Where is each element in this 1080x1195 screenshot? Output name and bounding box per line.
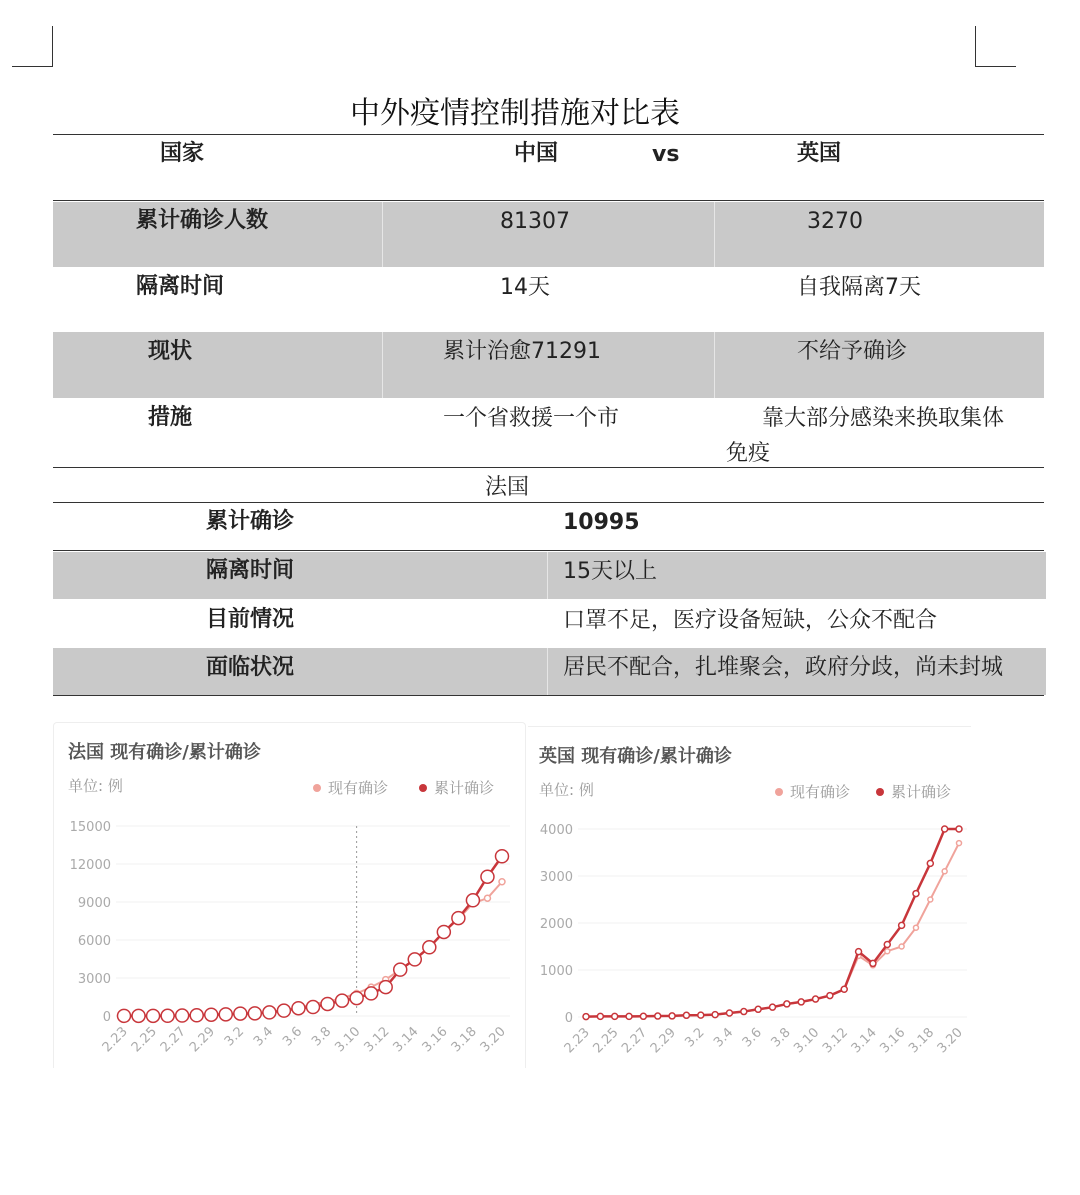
header-country-label: 国家 [160,141,205,166]
x-tick-label: 3.12 [361,1024,393,1056]
x-tick-label: 3.6 [739,1025,765,1051]
row-value: 15天以上 [563,559,657,584]
data-point [927,860,933,866]
uk-chart-card [528,726,971,1068]
x-tick-label: 3.20 [477,1024,509,1056]
row-label: 措施 [148,405,193,430]
france-chart-card [53,722,526,1068]
data-point [913,925,918,930]
data-point [942,826,948,832]
data-point [856,949,862,955]
table-rule [53,502,1044,503]
table-rule [53,467,1044,468]
column-divider [714,332,715,398]
x-tick-label: 2.25 [128,1024,160,1056]
table-rule [53,134,1044,135]
chart-unit-label: 单位: 例 [68,777,123,795]
x-tick-label: 3.6 [280,1024,306,1050]
legend-marker [876,788,884,796]
x-tick-label: 2.29 [186,1024,219,1056]
x-tick-label: 3.18 [906,1025,938,1057]
data-point [913,891,919,897]
crop-mark-top-left [12,26,53,67]
column-divider [382,332,383,398]
legend-label: 现有确诊 [328,779,389,797]
data-point [640,1013,646,1019]
x-tick-label: 3.20 [934,1025,966,1057]
data-point [798,999,804,1005]
header-china: 中国 [514,141,559,166]
column-divider [382,202,383,267]
data-point [942,869,947,874]
data-point [683,1012,689,1018]
header-vs: vs [652,142,680,167]
data-point [161,1009,174,1022]
legend-label: 累计确诊 [434,779,495,797]
data-point [612,1013,618,1019]
row-value: 居民不配合，扎堆聚会，政府分歧，尚未封城 [563,655,1004,680]
row-label: 隔离时间 [206,558,295,583]
data-point [899,944,904,949]
data-point [784,1001,790,1007]
data-point [408,953,421,966]
y-tick-label: 3000 [77,972,111,987]
chart-title: 英国 现有确诊/累计确诊 [539,746,732,767]
x-tick-label: 3.10 [332,1024,364,1056]
column-divider [547,552,548,599]
table-rule [53,695,1044,696]
y-tick-label: 15000 [69,820,111,835]
x-tick-label: 3.10 [791,1025,823,1057]
data-point [118,1009,131,1022]
y-tick-label: 2000 [539,917,573,932]
data-point [957,841,962,846]
column-divider [547,648,548,695]
data-point [321,997,334,1010]
y-tick-label: 1000 [539,964,573,979]
y-tick-label: 4000 [539,823,573,838]
data-point [928,897,933,902]
data-point [827,993,833,999]
data-point [669,1013,675,1019]
data-point [336,994,349,1007]
legend-marker [419,784,427,792]
row-label: 累计确诊 [206,509,295,534]
y-tick-label: 0 [102,1010,111,1025]
data-point [205,1008,218,1021]
y-tick-label: 12000 [69,858,111,873]
data-point [132,1009,145,1022]
data-point [755,1006,761,1012]
data-point [219,1008,232,1021]
x-tick-label: 3.18 [448,1024,480,1056]
data-point [496,850,509,863]
france-line-chart [54,723,525,1068]
uk-value: 靠大部分感染来换取集体 [762,406,1005,431]
x-tick-label: 3.8 [309,1024,335,1050]
data-point [899,922,905,928]
data-point [499,879,505,885]
x-tick-label: 2.29 [647,1025,679,1057]
document-title: 中外疫情控制措施对比表 [350,96,680,131]
x-tick-label: 3.2 [682,1025,708,1051]
data-point [726,1010,732,1016]
data-point [350,992,363,1005]
data-point [263,1006,276,1019]
header-uk: 英国 [797,141,842,166]
uk-line-chart [528,727,971,1068]
x-tick-label: 3.12 [819,1025,852,1057]
china-value: 81307 [500,209,570,234]
china-value: 一个省救援一个市 [443,406,620,431]
row-value: 口罩不足，医疗设备短缺，公众不配合 [563,608,938,633]
row-label: 目前情况 [206,607,295,632]
x-tick-label: 3.16 [877,1025,909,1057]
data-point [248,1007,261,1020]
legend-label: 累计确诊 [891,783,952,801]
data-point [481,870,494,883]
chart-unit-label: 单位: 例 [539,781,594,799]
uk-value: 不给予确诊 [797,339,908,364]
data-point [437,925,450,938]
data-point [484,895,490,901]
x-tick-label: 2.27 [157,1024,189,1056]
china-value: 14天 [500,275,550,300]
x-tick-label: 2.25 [590,1025,622,1057]
data-point [277,1004,290,1017]
data-point [841,986,847,992]
x-tick-label: 2.27 [619,1025,651,1057]
data-point [379,981,392,994]
data-point [452,912,465,925]
x-tick-label: 2.23 [99,1024,131,1056]
row-label: 面临状况 [206,655,295,680]
legend-marker [313,784,321,792]
data-point [626,1013,632,1019]
data-point [176,1009,189,1022]
y-tick-label: 9000 [77,896,111,911]
data-point [770,1004,776,1010]
row-label: 隔离时间 [136,274,225,299]
data-point [234,1007,247,1020]
row-value: 10995 [563,510,640,535]
data-point [365,987,378,1000]
france-table-title: 法国 [485,475,530,500]
x-tick-label: 3.14 [390,1024,422,1056]
data-point [884,941,890,947]
data-point [394,963,407,976]
table-rule [53,550,1044,551]
uk-value: 3270 [807,209,863,234]
data-point [292,1002,305,1015]
x-tick-label: 3.16 [419,1024,451,1056]
y-tick-label: 3000 [539,870,573,885]
y-tick-label: 0 [564,1011,573,1026]
x-tick-label: 3.4 [250,1024,277,1050]
china-value: 累计治愈71291 [443,339,601,364]
table-rule [53,200,1044,201]
x-tick-label: 3.4 [711,1025,737,1051]
uk-value-continued: 免疫 [726,441,771,466]
data-point [190,1009,203,1022]
data-point [870,960,876,966]
data-point [712,1012,718,1018]
data-point [147,1009,160,1022]
data-point [885,949,890,954]
x-tick-label: 3.2 [221,1024,248,1050]
row-band [53,552,1046,599]
data-point [597,1013,603,1019]
legend-label: 现有确诊 [790,783,851,801]
data-point [741,1009,747,1015]
x-tick-label: 3.14 [848,1025,880,1057]
legend-marker [775,788,783,796]
data-point [423,941,436,954]
data-point [813,996,819,1002]
uk-value: 自我隔离7天 [797,275,921,300]
chart-title: 法国 现有确诊/累计确诊 [68,742,261,763]
y-tick-label: 6000 [77,934,111,949]
data-point [655,1013,661,1019]
x-tick-label: 3.8 [768,1025,794,1051]
row-label: 累计确诊人数 [136,208,269,233]
data-point [307,1001,320,1014]
row-label: 现状 [148,339,193,364]
data-point [698,1012,704,1018]
x-tick-label: 2.23 [561,1025,593,1057]
data-point [466,894,479,907]
crop-mark-top-right [975,26,1016,67]
data-point [583,1014,589,1020]
data-point [956,826,962,832]
series-line [586,843,959,1016]
column-divider [714,202,715,267]
